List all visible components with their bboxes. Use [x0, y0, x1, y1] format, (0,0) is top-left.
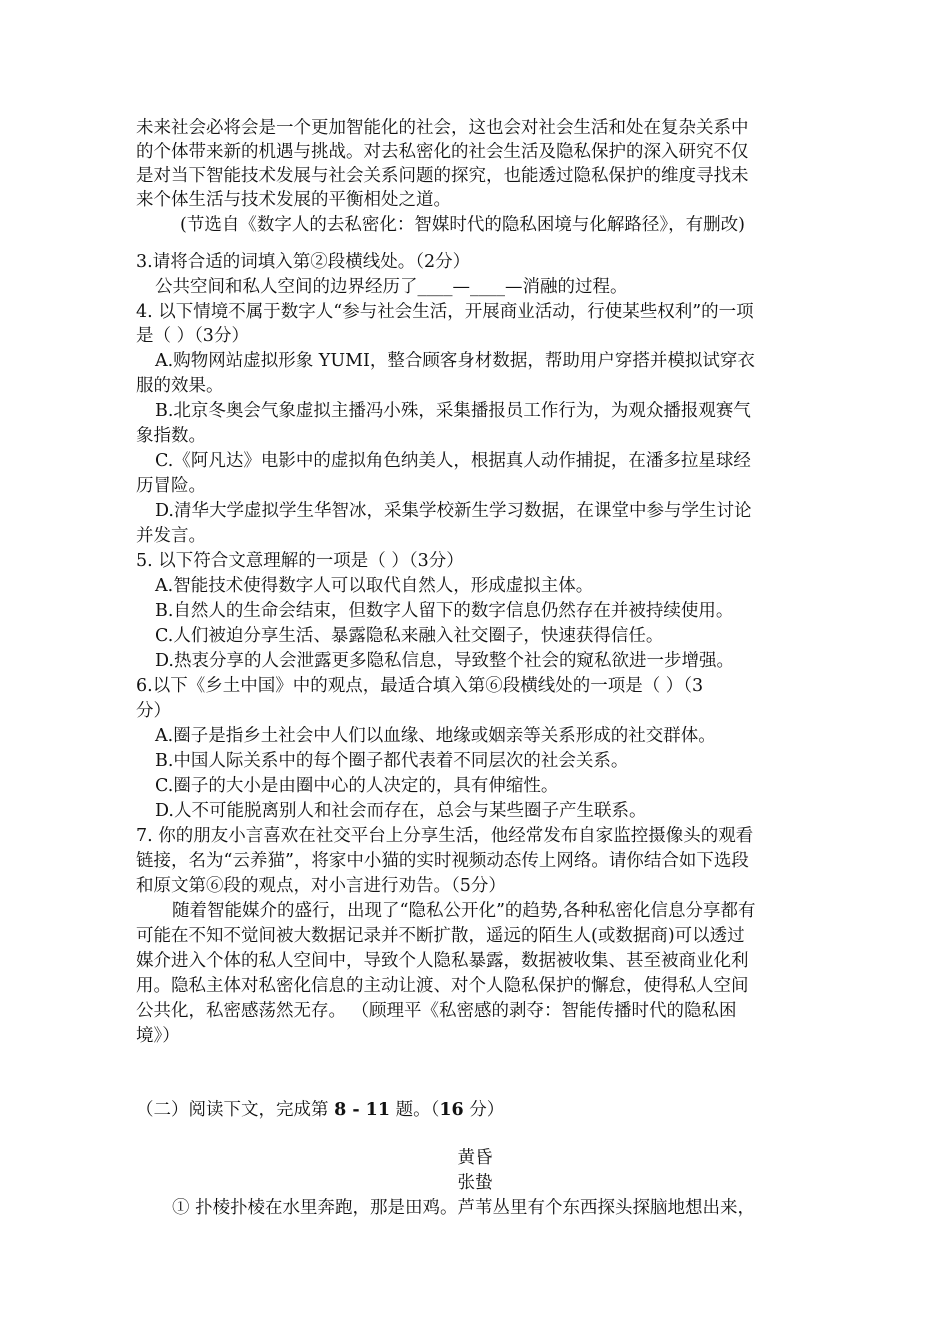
question-4-option-a: 服的效果。 — [136, 376, 224, 396]
question-6-option-d: D.人不可能脱离别人和社会而存在，总会与某些圈子产生联系。 — [155, 801, 647, 821]
question-6-stem: 6.以下《乡土中国》中的观点，最适合填入第⑥段横线处的一项是（ ）（3 — [136, 676, 704, 696]
question-4-stem: 是（ ）（3分） — [136, 326, 249, 346]
question-6-option-c: C.圈子的大小是由圈中心的人决定的，具有伸缩性。 — [155, 776, 559, 796]
question-4-option-a: A.购物网站虚拟形象 YUMI，整合顾客身材数据，帮助用户穿搭并模拟试穿衣 — [155, 351, 755, 371]
passage-line: 是对当下智能技术发展与社会关系问题的探究，也能透过隐私保护的维度寻找未 — [136, 166, 749, 186]
question-4-stem: 4. 以下情境不属于数字人“参与社会生活，开展商业活动，行使某些权利”的一项 — [136, 302, 754, 322]
question-3-blank: 公共空间和私人空间的边界经历了____—____—消融的过程。 — [155, 277, 628, 297]
question-7-stem: 7. 你的朋友小言喜欢在社交平台上分享生活，他经常发布自家监控摄像头的观看 — [136, 826, 754, 846]
question-5-option-c: C.人们被迫分享生活、暴露隐私来融入社交圈子，快速获得信任。 — [155, 626, 664, 646]
question-6-option-a: A.圈子是指乡土社会中人们以血缘、地缘或姻亲等关系形成的社交群体。 — [155, 726, 716, 746]
source-citation: (节选自《数字人的去私密化：智媒时代的隐私困境与化解路径》，有删改) — [180, 215, 745, 235]
question-5-option-a: A.智能技术使得数字人可以取代自然人，形成虚拟主体。 — [155, 576, 594, 596]
question-4-option-b: B.北京冬奥会气象虚拟主播冯小殊，采集播报员工作行为，为观众播报观赛气 — [155, 401, 751, 421]
section-2-heading: （二）阅读下文，完成第 8 - 11 题。（16 分） — [136, 1100, 505, 1120]
article-title: 黄昏 — [457, 1148, 493, 1168]
question-7-excerpt: 随着智能媒介的盛行，出现了“隐私公开化”的趋势,各种私密化信息分享都有 — [172, 901, 756, 921]
question-6-stem: 分） — [136, 701, 171, 721]
article-author: 张蛰 — [457, 1173, 493, 1193]
article-paragraph-1: ① 扑棱扑棱在水里奔跑，那是田鸡。芦苇丛里有个东西探头探脑地想出来， — [172, 1198, 756, 1218]
question-7-stem: 和原文第⑥段的观点，对小言进行劝告。（5分） — [136, 876, 506, 896]
question-4-option-b: 象指数。 — [136, 426, 206, 446]
question-5-option-b: B.自然人的生命会结束，但数字人留下的数字信息仍然存在并被持续使用。 — [155, 601, 734, 621]
question-7-excerpt: 可能在不知不觉间被大数据记录并不断扩散，遥远的陌生人(或数据商)可以透过 — [136, 926, 745, 946]
question-4-option-c: C.《阿凡达》电影中的虚拟角色纳美人，根据真人动作捕捉，在潘多拉星球经 — [155, 451, 751, 471]
question-4-option-c: 历冒险。 — [136, 476, 206, 496]
question-7-excerpt: 公共化，私密感荡然无存。 （顾理平《私密感的剥夺：智能传播时代的隐私困 — [136, 1001, 737, 1021]
question-5-stem: 5. 以下符合文意理解的一项是（ ）（3分） — [136, 551, 464, 571]
question-5-option-d: D.热衷分享的人会泄露更多隐私信息，导致整个社会的窥私欲进一步增强。 — [155, 651, 734, 671]
question-7-stem: 链接，名为“云养猫”，将家中小猫的实时视频动态传上网络。请你结合如下选段 — [136, 851, 749, 871]
question-4-option-d: D.清华大学虚拟学生华智冰，采集学校新生学习数据，在课堂中参与学生讨论 — [155, 501, 752, 521]
passage-line: 的个体带来新的机遇与挑战。对去私密化的社会生活及隐私保护的深入研究不仅 — [136, 142, 749, 162]
passage-line: 未来社会必将会是一个更加智能化的社会，这也会对社会生活和处在复杂关系中 — [136, 118, 749, 138]
question-6-option-b: B.中国人际关系中的每个圈子都代表着不同层次的社会关系。 — [155, 751, 629, 771]
question-7-excerpt: 媒介进入个体的私人空间中，导致个人隐私暴露，数据被收集、甚至被商业化利 — [136, 951, 749, 971]
question-7-excerpt: 用。隐私主体对私密化信息的主动让渡、对个人隐私保护的懈怠，使得私人空间 — [136, 976, 749, 996]
question-3-stem: 3.请将合适的词填入第②段横线处。（2分） — [136, 252, 471, 272]
passage-line: 来个体生活与技术发展的平衡相处之道。 — [136, 190, 451, 210]
question-7-excerpt: 境》） — [136, 1026, 180, 1046]
question-4-option-d: 并发言。 — [136, 526, 206, 546]
